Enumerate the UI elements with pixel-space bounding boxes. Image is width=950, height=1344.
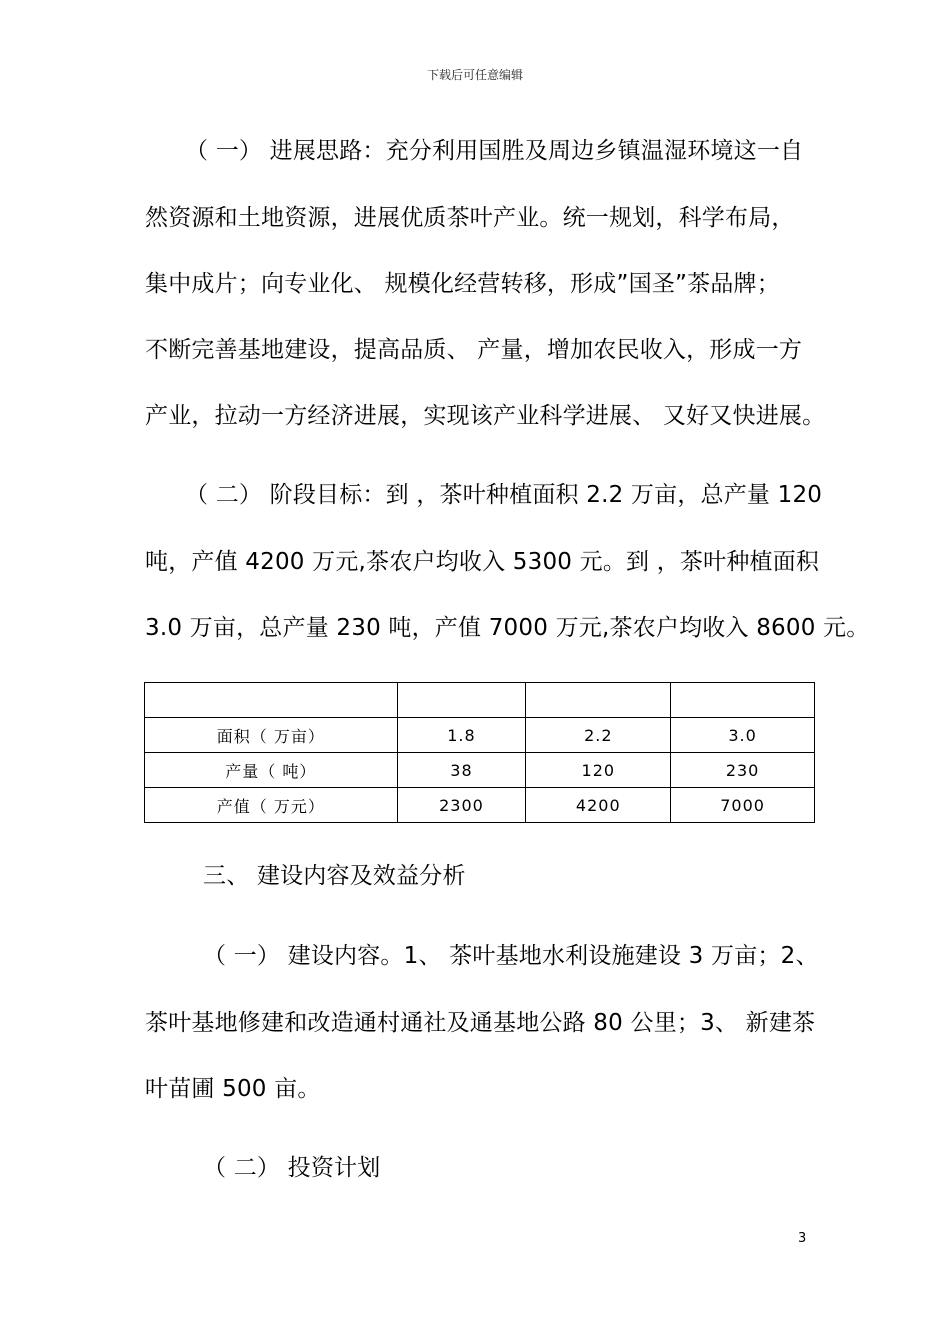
target-table [144, 682, 815, 823]
subsection-heading: （ 二） 投资计划 [203, 1155, 381, 1181]
table-header-row [145, 683, 815, 718]
section-heading: 三、 建设内容及效益分析 [203, 863, 466, 889]
text-line: 3.0 万亩，总产量 230 吨，产值 7000 万元,茶农户均收入 8600 元。 [145, 615, 870, 641]
table-header-cell [145, 683, 398, 718]
table-cell: 面积（ 万亩） [145, 718, 398, 753]
table-row [145, 718, 815, 753]
table-cell: 38 [397, 753, 526, 788]
table-row [145, 753, 815, 788]
table-cell: 2300 [397, 788, 526, 823]
page-header: 下载后可任意编辑 [426, 68, 523, 82]
table-cell: 120 [526, 753, 671, 788]
table-header-cell [397, 683, 526, 718]
table-header-cell [671, 683, 815, 718]
text-line: 然资源和土地资源，进展优质茶叶产业。统一规划，科学布局， [145, 205, 795, 231]
table-cell: 230 [671, 753, 815, 788]
text-line: （ 二） 阶段目标：到 ，茶叶种植面积 2.2 万亩，总产量 120 [185, 482, 823, 508]
text-line: 集中成片；向专业化、 规模化经营转移，形成”国圣”茶品牌； [145, 271, 780, 297]
text-line: 茶叶基地修建和改造通村通社及通基地公路 80 公里；3、 新建茶 [145, 1010, 816, 1036]
page-number: 3 [798, 1231, 807, 1246]
table-cell: 7000 [671, 788, 815, 823]
text-line: （ 一） 进展思路：充分利用国胜及周边乡镇温湿环境这一自 [185, 138, 804, 164]
text-line: 不断完善基地建设，提高品质、 产量，增加农民收入，形成一方 [145, 337, 803, 363]
table-row [145, 788, 815, 823]
table-cell: 产量（ 吨） [145, 753, 398, 788]
text-line: 产业，拉动一方经济进展，实现该产业科学进展、 又好又快进展。 [145, 403, 826, 429]
table-cell: 1.8 [397, 718, 526, 753]
table-cell: 产值（ 万元） [145, 788, 398, 823]
table-cell: 4200 [526, 788, 671, 823]
table-cell: 3.0 [671, 718, 815, 753]
text-line: （ 一） 建设内容。1、 茶叶基地水利设施建设 3 万亩；2、 [203, 943, 819, 969]
text-line: 吨，产值 4200 万元,茶农户均收入 5300 元。到 ，茶叶种植面积 [145, 549, 820, 575]
text-line: 叶苗圃 500 亩。 [145, 1076, 321, 1102]
table-cell: 2.2 [526, 718, 671, 753]
table-header-cell [526, 683, 671, 718]
